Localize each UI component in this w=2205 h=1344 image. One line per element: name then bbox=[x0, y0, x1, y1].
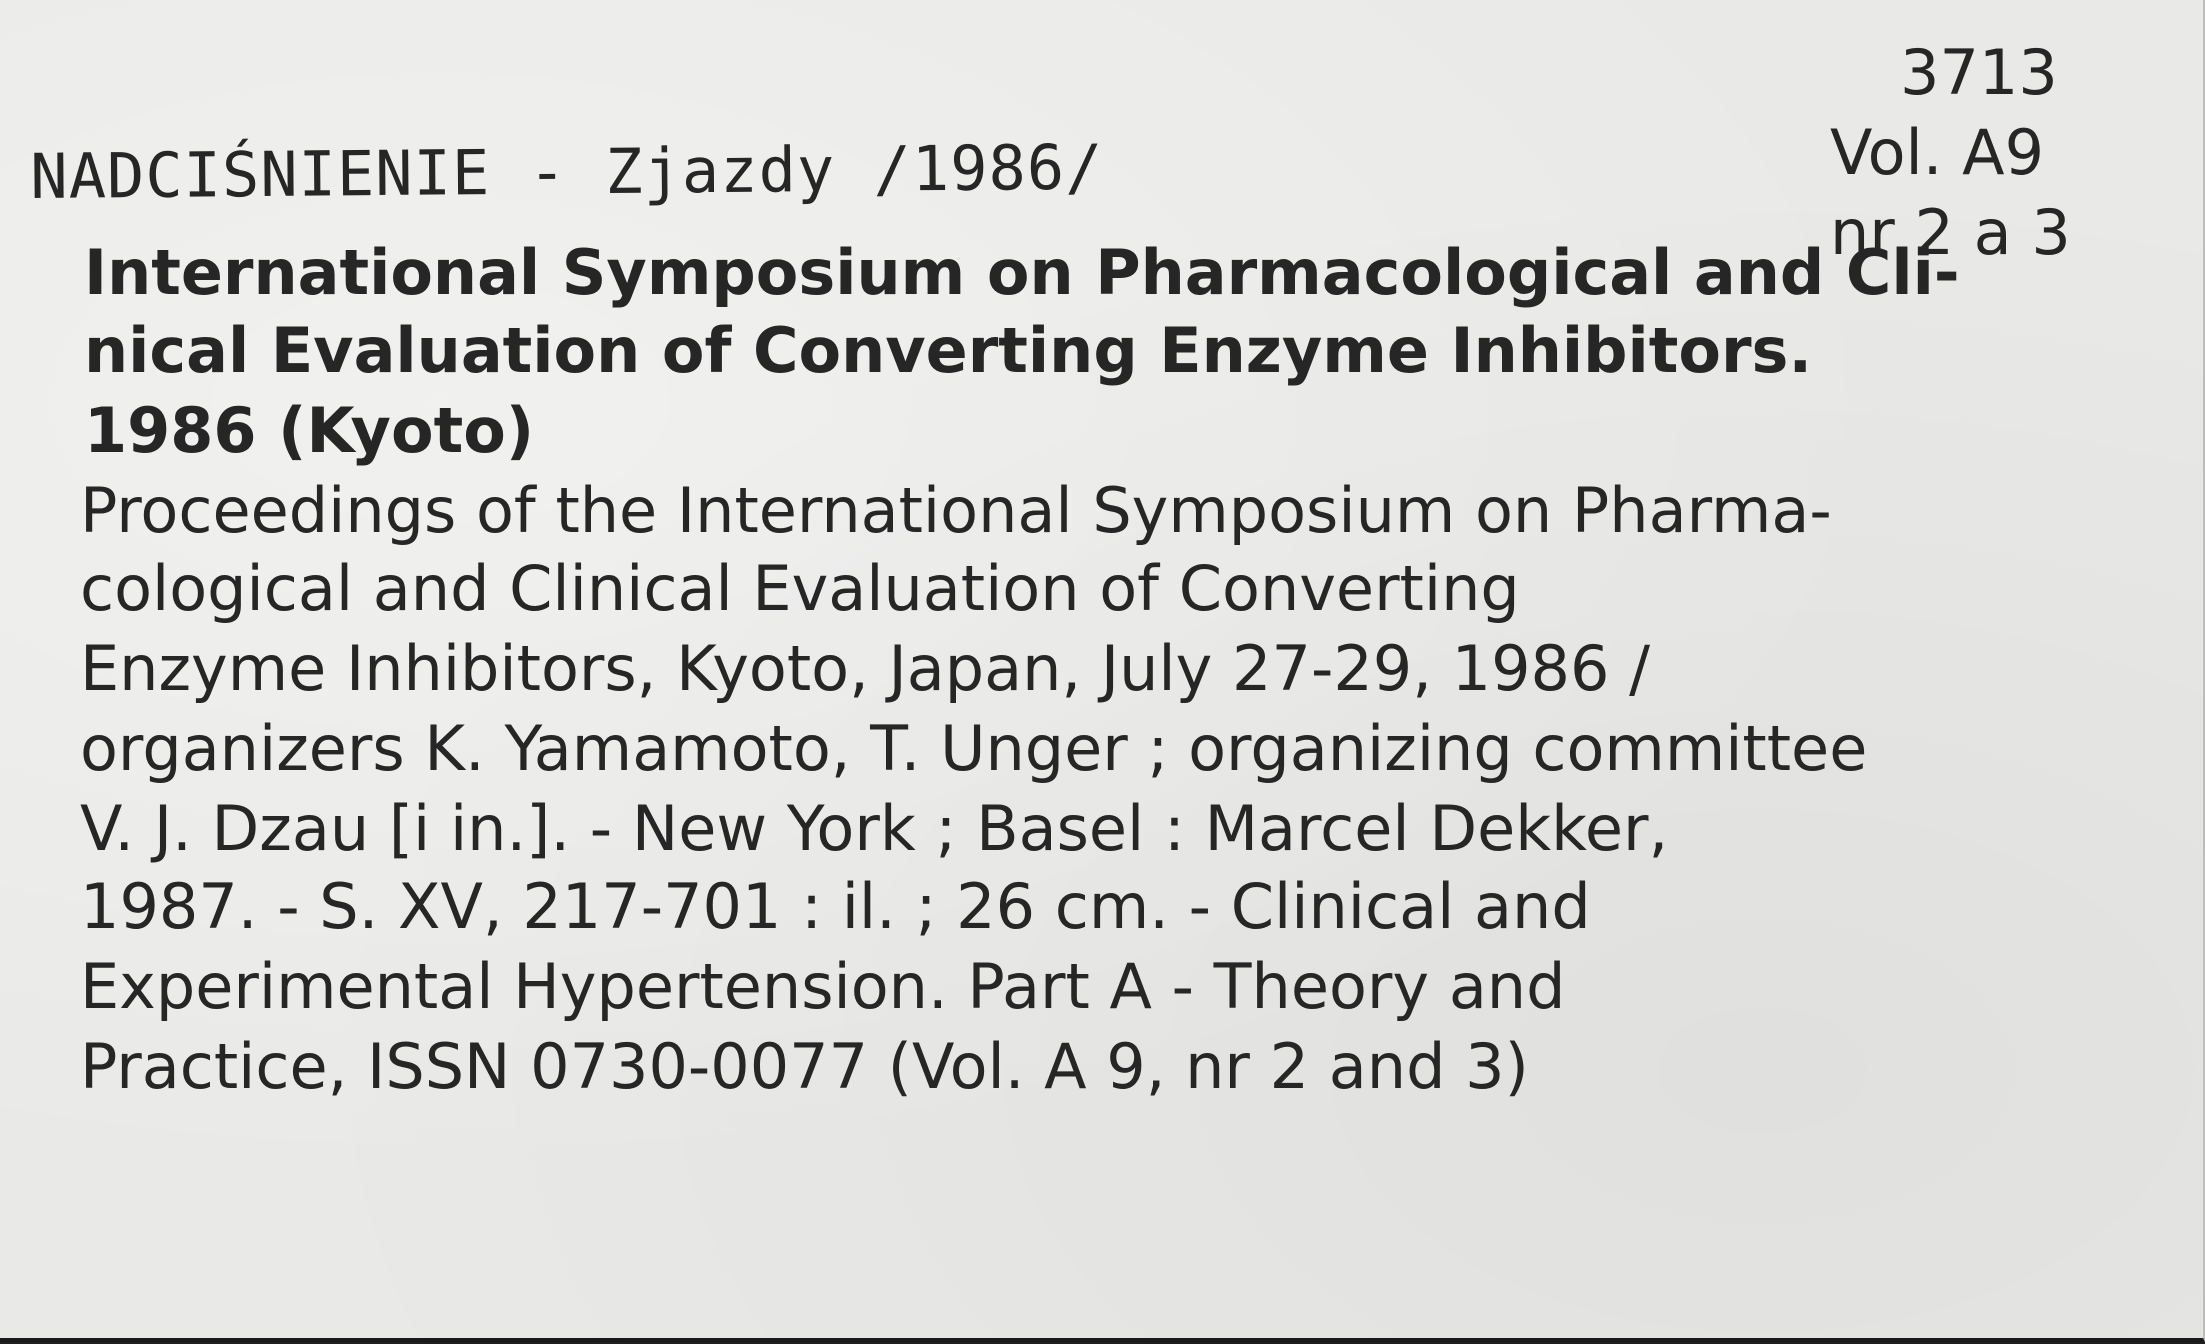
issue-label: nr 2 a 3 bbox=[1830, 196, 2071, 269]
title-line-2: nical Evaluation of Converting Enzyme Inhibitors. bbox=[84, 314, 1813, 387]
body-line-7: Experimental Hypertension. Part A - Theory and bbox=[80, 950, 1566, 1023]
body-line-4: organizers K. Yamamoto, T. Unger ; organizing committee bbox=[80, 712, 1868, 785]
body-line-5: V. J. Dzau [i in.]. - New York ; Basel : Marcel Dekker, bbox=[80, 792, 1669, 865]
volume-label: Vol. A9 bbox=[1830, 116, 2045, 189]
body-line-3: Enzyme Inhibitors, Kyoto, Japan, July 27-29, 1986 / bbox=[80, 632, 1651, 705]
subject-heading: NADCIŚNIENIE - Zjazdy /1986/ bbox=[30, 130, 1104, 213]
body-line-2: cological and Clinical Evaluation of Converting bbox=[80, 552, 1520, 625]
call-number: 3713 bbox=[1900, 36, 2058, 109]
body-line-1: Proceedings of the International Symposium on Pharma- bbox=[80, 474, 1832, 547]
body-line-6: 1987. - S. XV, 217-701 : il. ; 26 cm. - Clinical and bbox=[80, 870, 1591, 943]
body-line-8: Practice, ISSN 0730-0077 (Vol. A 9, nr 2 and 3) bbox=[80, 1030, 1529, 1103]
title-line-3: 1986 (Kyoto) bbox=[84, 394, 535, 467]
title-line-1: International Symposium on Pharmacological and Cli- bbox=[84, 236, 1960, 309]
